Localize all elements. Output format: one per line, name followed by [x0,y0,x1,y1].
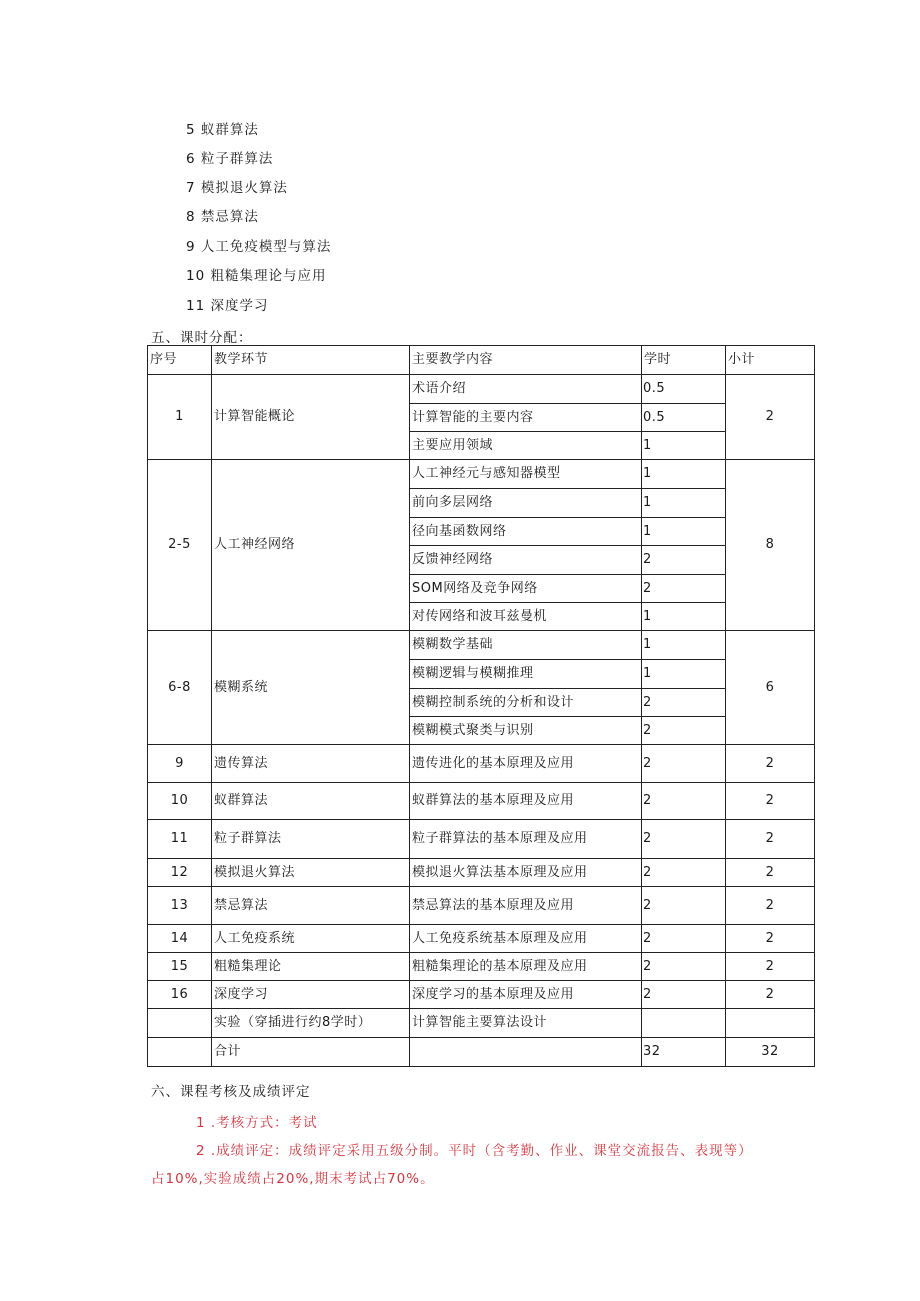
cell-seq: 10 [148,783,212,820]
cell-hours: 0.5 [642,404,726,432]
cell-content: 计算智能的主要内容 [410,404,642,432]
cell-content: 人工神经元与感知器模型 [410,460,642,489]
cell-hours: 2 [642,689,726,717]
cell-hours: 2 [642,783,726,820]
cell-segment: 粒子群算法 [212,820,410,859]
cell-segment: 遗传算法 [212,745,410,783]
table-row [148,953,815,981]
header-subtotal: 小计 [726,346,815,375]
table-row [148,783,815,820]
table-row [148,460,815,489]
cell-seq [148,1009,212,1038]
cell-segment: 合计 [212,1038,410,1067]
topic-item: 7 模拟退火算法 [186,180,288,196]
cell-content: 模糊逻辑与模糊推理 [410,660,642,689]
cell-subtotal: 6 [726,631,815,745]
cell-segment: 人工免疫系统 [212,925,410,953]
cell-hours: 1 [642,489,726,518]
cell-content: 遗传进化的基本原理及应用 [410,745,642,783]
cell-subtotal: 2 [726,887,815,925]
hours-table [147,345,815,1067]
cell-segment: 深度学习 [212,981,410,1009]
cell-hours: 2 [642,953,726,981]
cell-content: 人工免疫系统基本原理及应用 [410,925,642,953]
table-row-total [148,1038,815,1067]
cell-content: 径向基函数网络 [410,518,642,546]
cell-hours: 2 [642,887,726,925]
cell-segment: 模糊系统 [212,631,410,745]
cell-seq: 9 [148,745,212,783]
table-row [148,631,815,660]
cell-hours: 2 [642,745,726,783]
topic-item: 11 深度学习 [186,298,269,314]
cell-seq: 12 [148,859,212,887]
cell-content: 模糊模式聚类与识别 [410,717,642,745]
cell-segment: 粗糙集理论 [212,953,410,981]
table-header-row [148,346,815,375]
table-row [148,859,815,887]
cell-hours: 1 [642,460,726,489]
topic-item: 10 粗糙集理论与应用 [186,268,327,284]
cell-subtotal: 2 [726,783,815,820]
cell-subtotal: 2 [726,745,815,783]
cell-hours: 2 [642,575,726,603]
table-row [148,745,815,783]
cell-content: 深度学习的基本原理及应用 [410,981,642,1009]
cell-content [410,1038,642,1067]
topic-item: 5 蚁群算法 [186,122,259,138]
table-row [148,820,815,859]
cell-hours: 0.5 [642,375,726,404]
cell-content: 反馈神经网络 [410,546,642,575]
cell-content: 模糊控制系统的分析和设计 [410,689,642,717]
cell-subtotal: 2 [726,859,815,887]
cell-seq [148,1038,212,1067]
assessment-method: 1 .考核方式：考试 [196,1115,318,1131]
cell-content: 前向多层网络 [410,489,642,518]
cell-seq: 11 [148,820,212,859]
cell-segment: 禁忌算法 [212,887,410,925]
cell-hours: 1 [642,518,726,546]
cell-seq: 16 [148,981,212,1009]
cell-segment: 蚁群算法 [212,783,410,820]
cell-subtotal: 8 [726,460,815,631]
table-row [148,981,815,1009]
cell-hours: 32 [642,1038,726,1067]
cell-content: 蚁群算法的基本原理及应用 [410,783,642,820]
table-row-experiment [148,1009,815,1038]
cell-hours: 1 [642,631,726,660]
section-title-hours: 五、课时分配： [151,330,253,346]
table-row [148,887,815,925]
cell-segment: 模拟退火算法 [212,859,410,887]
cell-hours: 1 [642,432,726,460]
cell-segment: 计算智能概论 [212,375,410,460]
topic-item: 8 禁忌算法 [186,209,259,225]
cell-hours: 1 [642,660,726,689]
header-content: 主要教学内容 [410,346,642,375]
cell-subtotal: 32 [726,1038,815,1067]
cell-hours: 2 [642,925,726,953]
cell-segment: 人工神经网络 [212,460,410,631]
cell-subtotal: 2 [726,375,815,460]
cell-content: 术语介绍 [410,375,642,404]
cell-hours: 2 [642,981,726,1009]
cell-subtotal: 2 [726,953,815,981]
cell-seq: 14 [148,925,212,953]
cell-seq: 15 [148,953,212,981]
cell-seq: 1 [148,375,212,460]
cell-seq: 13 [148,887,212,925]
cell-subtotal: 2 [726,925,815,953]
header-seq: 序号 [148,346,212,375]
cell-seq: 6-8 [148,631,212,745]
cell-subtotal: 2 [726,820,815,859]
table-row [148,925,815,953]
cell-hours [642,1009,726,1038]
cell-content: 计算智能主要算法设计 [410,1009,642,1038]
cell-content: 粗糙集理论的基本原理及应用 [410,953,642,981]
topic-item: 9 人工免疫模型与算法 [186,239,332,255]
assessment-grading-line2: 占10%,实验成绩占20%,期末考试占70%。 [151,1171,435,1187]
cell-content: 对传网络和波耳兹曼机 [410,603,642,631]
cell-content: SOM网络及竞争网络 [410,575,642,603]
cell-hours: 2 [642,820,726,859]
header-segment: 教学环节 [212,346,410,375]
cell-hours: 2 [642,546,726,575]
table-row [148,375,815,404]
cell-content: 模拟退火算法基本原理及应用 [410,859,642,887]
cell-seq: 2-5 [148,460,212,631]
cell-content: 禁忌算法的基本原理及应用 [410,887,642,925]
cell-hours: 2 [642,859,726,887]
header-hours: 学时 [642,346,726,375]
assessment-grading-line1: 2 .成绩评定：成绩评定采用五级分制。平时（含考勤、作业、课堂交流报告、表现等） [196,1143,753,1159]
cell-segment: 实验（穿插进行约8学时） [212,1009,410,1038]
cell-content: 粒子群算法的基本原理及应用 [410,820,642,859]
topic-item: 6 粒子群算法 [186,151,274,167]
cell-hours: 1 [642,603,726,631]
cell-subtotal [726,1009,815,1038]
cell-content: 主要应用领域 [410,432,642,460]
section-title-assessment: 六、课程考核及成绩评定 [151,1084,311,1100]
cell-hours: 2 [642,717,726,745]
cell-subtotal: 2 [726,981,815,1009]
cell-content: 模糊数学基础 [410,631,642,660]
